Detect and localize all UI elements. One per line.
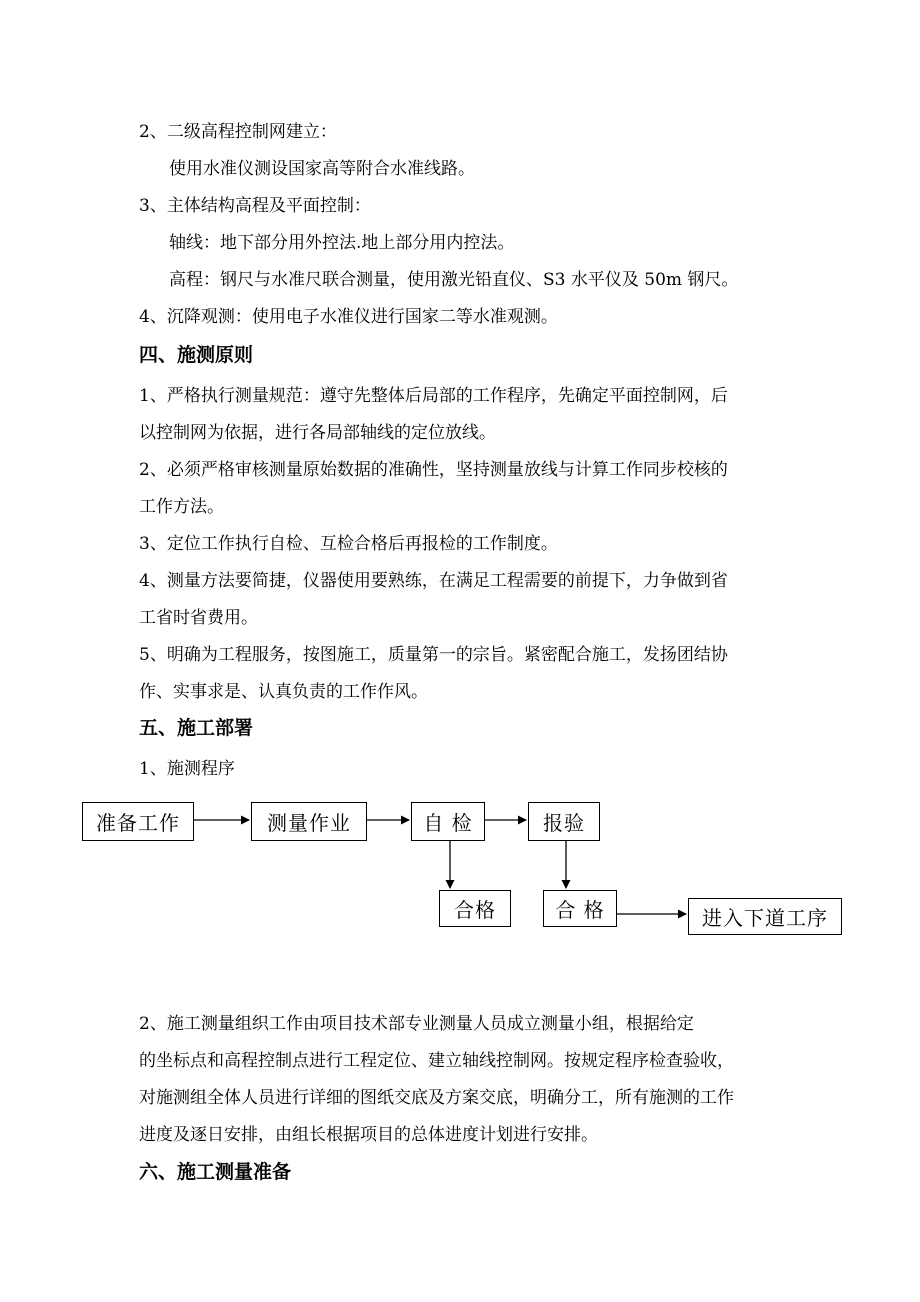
flow-box-report: 报验 bbox=[528, 802, 600, 841]
flow-box-self-check: 自 检 bbox=[411, 802, 485, 841]
text-line: 3、主体结构高程及平面控制： bbox=[139, 196, 371, 216]
text-line: 高程：钢尺与水准尺联合测量，使用激光铅直仪、S3 水平仪及 50m 钢尺。 bbox=[169, 270, 739, 290]
text-line: 工作方法。 bbox=[139, 497, 224, 517]
section-heading: 五、施工部署 bbox=[139, 717, 254, 739]
text-line: 4、沉降观测：使用电子水准仪进行国家二等水准观测。 bbox=[139, 307, 558, 327]
text-line: 轴线：地下部分用外控法.地上部分用内控法。 bbox=[169, 233, 515, 253]
text-line: 2、二级高程控制网建立： bbox=[139, 122, 337, 142]
text-line: 进度及逐日安排，由组长根据项目的总体进度计划进行安排。 bbox=[139, 1125, 598, 1145]
text-line: 1、施测程序 bbox=[139, 759, 235, 779]
flow-box-survey: 测量作业 bbox=[251, 802, 367, 841]
text-line: 对施测组全体人员进行详细的图纸交底及方案交底，明确分工，所有施测的工作 bbox=[139, 1088, 734, 1108]
text-line: 的坐标点和高程控制点进行工程定位、建立轴线控制网。按规定程序检查验收， bbox=[139, 1051, 734, 1071]
section-heading: 六、施工测量准备 bbox=[139, 1161, 292, 1183]
text-line: 2、必须严格审核测量原始数据的准确性，坚持测量放线与计算工作同步校核的 bbox=[139, 460, 728, 480]
text-line: 以控制网为依据，进行各局部轴线的定位放线。 bbox=[139, 423, 496, 443]
text-line: 4、测量方法要简捷，仪器使用要熟练，在满足工程需要的前提下，力争做到省 bbox=[139, 571, 728, 591]
text-line: 5、明确为工程服务，按图施工，质量第一的宗旨。紧密配合施工，发扬团结协 bbox=[139, 645, 728, 665]
text-line: 1、严格执行测量规范：遵守先整体后局部的工作程序，先确定平面控制网，后 bbox=[139, 386, 728, 406]
text-line: 3、定位工作执行自检、互检合格后再报检的工作制度。 bbox=[139, 534, 558, 554]
text-line: 使用水准仪测设国家高等附合水准线路。 bbox=[169, 159, 475, 179]
flow-box-pass-2: 合 格 bbox=[543, 890, 617, 927]
flow-box-prepare: 准备工作 bbox=[82, 802, 194, 841]
flow-box-pass-1: 合格 bbox=[439, 890, 511, 927]
text-line: 2、施工测量组织工作由项目技术部专业测量人员成立测量小组，根据给定 bbox=[139, 1014, 694, 1034]
text-line: 工省时省费用。 bbox=[139, 608, 258, 628]
text-line: 作、实事求是、认真负责的工作作风。 bbox=[139, 682, 428, 702]
flow-box-next-step: 进入下道工序 bbox=[688, 898, 842, 935]
section-heading: 四、施测原则 bbox=[139, 344, 254, 366]
